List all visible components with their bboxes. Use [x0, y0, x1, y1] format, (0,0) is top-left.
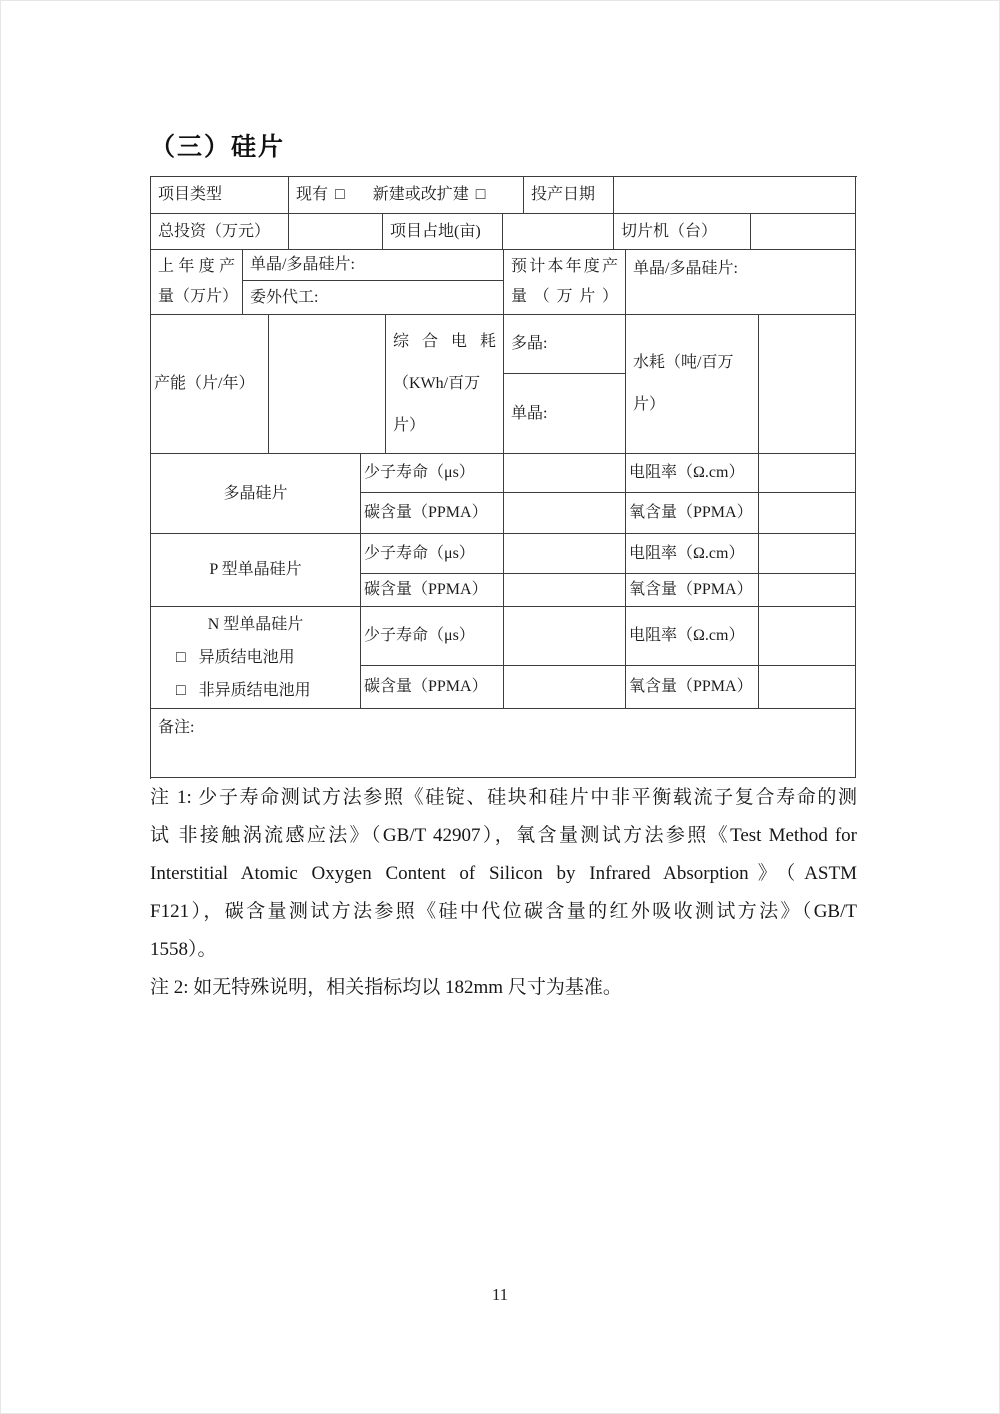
production-date-label-text: 投产日期: [531, 186, 596, 203]
note1-line1: 注 1: 少子寿命测试方法参照《硅锭、硅块和硅片中非平衡载流子复合寿命的测: [150, 787, 857, 808]
last-year-output-line2: 量（万片）: [158, 288, 239, 305]
page-number: 11: [491, 1285, 509, 1304]
minority-lifetime-label: 少子寿命（μs）: [364, 544, 475, 562]
carbon-content-label: 碳含量（PPMA）: [364, 581, 488, 598]
water-consumption-value[interactable]: [759, 315, 856, 454]
last-year-output-line1: 上年度产: [158, 258, 235, 275]
footnotes: [150, 779, 857, 1007]
p-type-oxygen-label: [626, 574, 759, 607]
n-type-oxygen-value[interactable]: [759, 666, 856, 709]
slicer-count-label-text: 切片机（台）: [621, 222, 718, 240]
water-consumption-label: [626, 315, 759, 454]
production-date-value[interactable]: [614, 177, 856, 214]
note1-line2: 试 非接触涡流感应法》（GB/T 42907），氧含量测试方法参照《Test Method for: [150, 825, 857, 846]
section-title: （三）硅片: [150, 134, 286, 161]
n-type-carbon-label: [361, 666, 504, 709]
poly-resistivity-value[interactable]: [759, 454, 856, 493]
non-hjt-option: [158, 674, 353, 707]
total-investment-value[interactable]: [289, 214, 383, 250]
note1-line4: F121），碳含量测试方法参照《硅中代位碳含量的红外吸收测试方法》（GB/T: [150, 901, 857, 922]
project-type-options: [289, 177, 524, 214]
project-type-label-text: 项目类型: [158, 186, 223, 203]
n-type-carbon-value[interactable]: [504, 666, 626, 709]
capacity-label: [151, 315, 269, 454]
carbon-content-label: 碳含量（PPMA）: [364, 504, 488, 521]
poly-lifetime-label: [361, 454, 504, 493]
hjt-option: [158, 641, 353, 674]
existing-checkbox[interactable]: □: [335, 186, 345, 203]
mono-multi-wafer-label: 单晶/多晶硅片:: [250, 256, 355, 273]
note1-line3: Interstitial Atomic Oxygen Content of Silicon by Infrared Absorption》（ASTM: [150, 863, 857, 884]
n-type-resistivity-value[interactable]: [759, 607, 856, 666]
mono-multi-wafer-label-2: 单晶/多晶硅片:: [633, 260, 738, 277]
p-type-lifetime-value[interactable]: [504, 534, 626, 574]
capacity-value[interactable]: [269, 315, 386, 454]
slicer-count-label: [614, 214, 751, 250]
poly-oxygen-value[interactable]: [759, 493, 856, 534]
p-type-carbon-value[interactable]: [504, 574, 626, 607]
poly-lifetime-value[interactable]: [504, 454, 626, 493]
expected-output-line1: 预计本年度产: [511, 258, 618, 275]
power-line2: （KWh/百万: [393, 375, 481, 392]
new-expand-option-label: 新建或改扩建: [372, 186, 469, 203]
poly-resistivity-label: [626, 454, 759, 493]
p-type-lifetime-label: [361, 534, 504, 574]
p-type-resistivity-value[interactable]: [759, 534, 856, 574]
production-date-label: [524, 177, 614, 214]
water-line2: 片）: [633, 396, 666, 413]
capacity-label-text: 产能（片/年）: [154, 375, 255, 392]
power-line1: 综合电耗: [393, 333, 496, 350]
remark-label: 备注:: [158, 719, 195, 736]
oxygen-content-label: 氧含量（PPMA）: [629, 581, 753, 598]
n-type-lifetime-label: [361, 607, 504, 666]
mono-label: 单晶:: [511, 404, 548, 422]
oxygen-content-label: 氧含量（PPMA）: [629, 678, 753, 695]
n-type-wafer-label: [151, 607, 361, 709]
total-investment-label: [151, 214, 289, 250]
n-type-resistivity-label: [626, 607, 759, 666]
total-investment-label-text: 总投资（万元）: [158, 222, 271, 240]
poly-carbon-label: [361, 493, 504, 534]
resistivity-label: 电阻率（Ω.cm）: [629, 627, 745, 644]
last-year-output-label: [151, 250, 243, 315]
carbon-content-label: 碳含量（PPMA）: [364, 678, 488, 695]
existing-option-label: 现有: [296, 186, 329, 203]
hjt-checkbox[interactable]: □: [176, 649, 186, 666]
poly-wafer-label: [151, 454, 361, 534]
n-type-lifetime-value[interactable]: [504, 607, 626, 666]
last-year-mono-multi-field[interactable]: [243, 250, 504, 281]
outsourcing-field[interactable]: [243, 281, 504, 315]
power-multi-field[interactable]: [504, 315, 626, 374]
power-mono-field[interactable]: [504, 374, 626, 454]
expected-output-label: [504, 250, 626, 315]
p-type-resistivity-label: [626, 534, 759, 574]
remark-field[interactable]: [151, 709, 856, 778]
n-type-oxygen-label: [626, 666, 759, 709]
non-hjt-option-label: 非异质结电池用: [198, 682, 311, 699]
water-line1: 水耗（吨/百万: [633, 354, 734, 371]
p-type-carbon-label: [361, 574, 504, 607]
poly-wafer-label-text: 多晶硅片: [223, 484, 288, 502]
p-type-oxygen-value[interactable]: [759, 574, 856, 607]
minority-lifetime-label: 少子寿命（μs）: [364, 627, 475, 644]
project-type-label: [151, 177, 289, 214]
hjt-option-label: 异质结电池用: [198, 649, 295, 666]
power-line3: 片）: [393, 417, 426, 434]
note2: 注 2: 如无特殊说明，相关指标均以 182mm 尺寸为基准。: [150, 977, 622, 998]
poly-carbon-value[interactable]: [504, 493, 626, 534]
note1-line5: 1558）。: [150, 939, 217, 960]
p-type-wafer-label: [151, 534, 361, 607]
project-area-label: [383, 214, 503, 250]
expected-mono-multi-field[interactable]: [626, 250, 856, 315]
project-area-value[interactable]: [503, 214, 614, 250]
power-consumption-label: [386, 315, 504, 454]
minority-lifetime-label: 少子寿命（μs）: [364, 464, 475, 481]
multi-label: 多晶:: [511, 335, 548, 352]
slicer-count-value[interactable]: [751, 214, 856, 250]
expected-output-line2: 量（万片）: [511, 288, 618, 305]
outsourcing-label: 委外代工:: [250, 288, 319, 306]
p-type-wafer-label-text: P 型单晶硅片: [209, 561, 302, 578]
silicon-wafer-form-table: [150, 176, 857, 779]
resistivity-label: 电阻率（Ω.cm）: [629, 464, 745, 481]
non-hjt-checkbox[interactable]: □: [176, 682, 186, 699]
new-expand-checkbox[interactable]: □: [475, 186, 486, 203]
poly-oxygen-label: [626, 493, 759, 534]
n-type-wafer-label-text: N 型单晶硅片: [207, 616, 304, 633]
oxygen-content-label: 氧含量（PPMA）: [629, 504, 753, 521]
resistivity-label: 电阻率（Ω.cm）: [629, 544, 745, 562]
project-area-label-text: 项目占地(亩): [390, 222, 481, 240]
